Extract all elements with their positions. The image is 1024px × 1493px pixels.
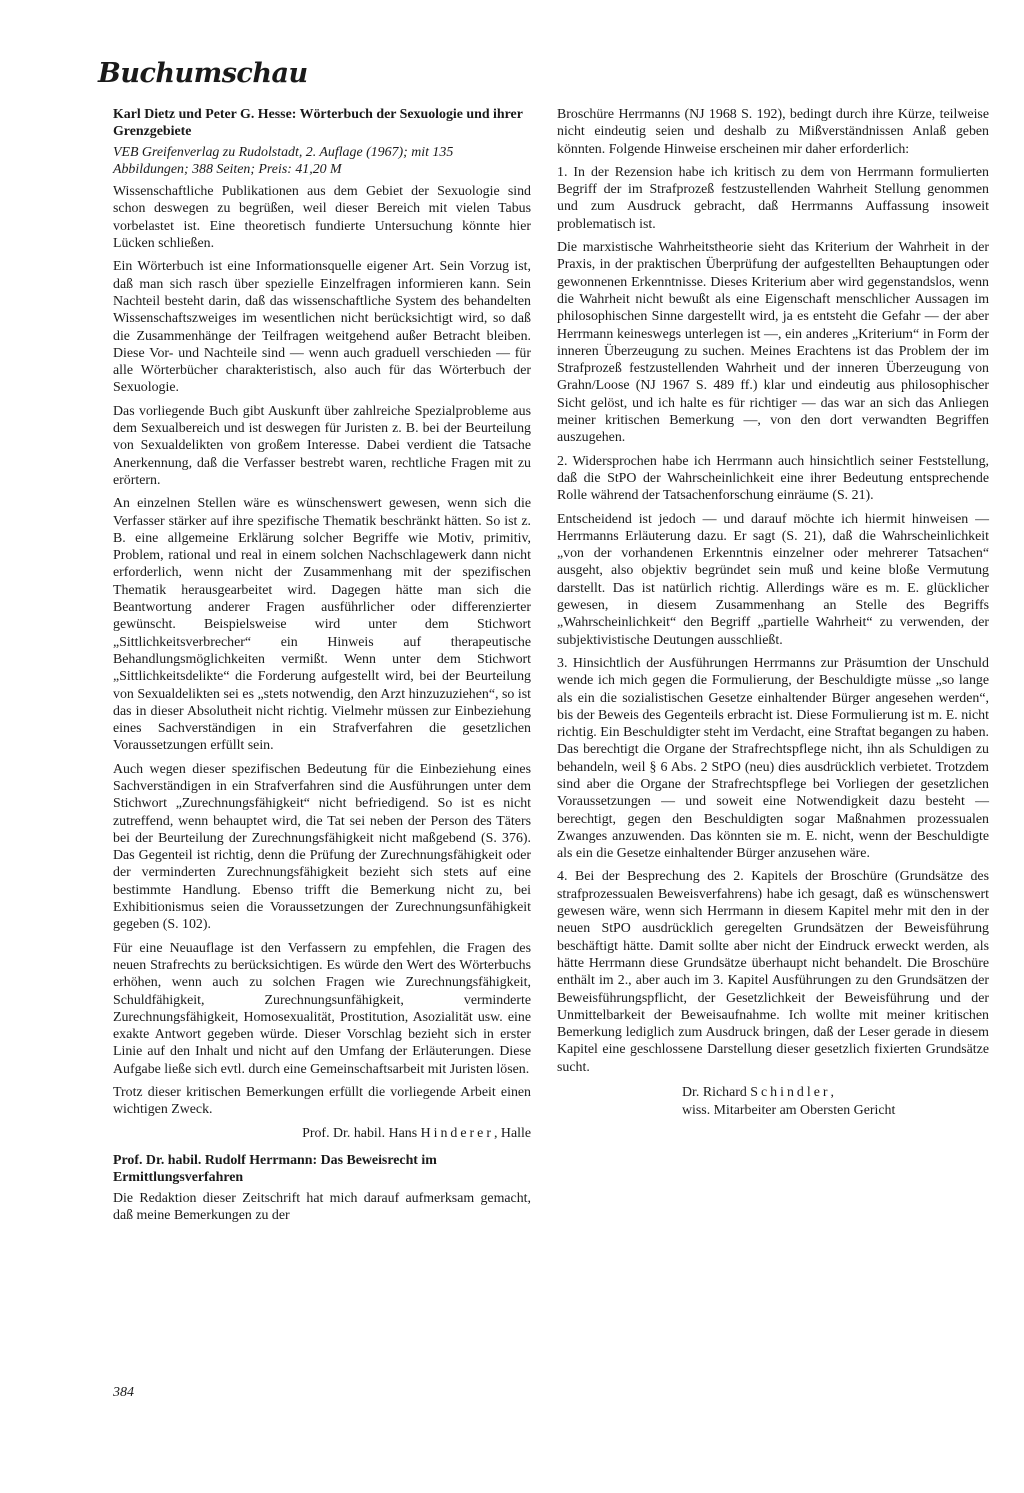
- signature-name: Schindler: [750, 1085, 831, 1101]
- signature-suffix: , Halle: [493, 1125, 531, 1141]
- paragraph: 1. In der Rezension habe ich kritisch zu dem von Herrmann formulierten Begriff der im Strafprozeß festzustellenden Wahrheit Stellung genommen und zum Ausdruck gebracht, daß Herrmanns Auffassung insoweit problematisch ist.: [557, 164, 989, 232]
- page-number: 384: [113, 1385, 134, 1400]
- signature-suffix: ,: [830, 1085, 835, 1101]
- paragraph: Die marxistische Wahrheitstheorie sieht das Kriterium der Wahrheit in der Praxis, in der praktischen Überprüfung der aufgestellten Behauptungen oder gewonnenen Erkenntnisse. Dieses Kriterium aber wird gegenstandslos, wenn die Wahrheit nicht bewußt als eine Eigenschaft menschlicher Aussagen im philosophischen Sinne dargestellt wird, ja es entsteht die Gefahr — der aber Herrmann keineswegs unterlegen ist —, ein anderes „Kriterium“ in Form der inneren Überzeugung zu suchen. Meines Erachtens ist das Problem der im Strafprozeß festzustellenden Wahrheit und der inneren Überzeugung von Grahn/Loose (NJ 1967 S. 489 ff.) klar und eindeutig aus philosophischer Sicht gelöst, und ich halte es für richtiger — das war an sich das Anliegen meiner kritischen Bemerkung —, von den dort verwandten Begriffen auszugehen.: [557, 240, 989, 446]
- paragraph: Das vorliegende Buch gibt Auskunft über zahlreiche Spezialprobleme aus dem Sexualbereich und ist deswegen für Juristen z. B. bei der Beurteilung von Sexualdelikten von großem Interesse. Dabei verdient die Tatsache Anerkennung, daß die Verfasser bestrebt waren, rechtliche Fragen mit zu erörtern.: [113, 403, 531, 488]
- signature-name: Hinderer: [420, 1125, 494, 1141]
- paragraph: Für eine Neuauflage ist den Verfassern zu empfehlen, die Fragen des neuen Strafrechts zu berücksichtigen. Es würde den Wert des Wörterbuchs erhöhen, wenn auch zu solchen Fragen wie Zurechnungsfähigkeit, Schuldfähigkeit, Zurechnungsunfähigkeit, verminderte Zurechnungsfähigkeit, Homosexualität, Prostitution, Asozialität usw. eine exakte Antwort gegeben würde. Dieser Vorschlag bezieht sich in erster Linie auf den Inhalt und nicht auf den Umfang der Erläuterungen. Diese Aufgabe ließe sich evtl. durch eine Gemeinschaftsarbeit mit Juristen lösen.: [113, 940, 531, 1077]
- signature-prefix: Prof. Dr. habil. Hans: [302, 1125, 421, 1141]
- signature-line: [682, 1084, 989, 1102]
- paragraph: Ein Wörterbuch ist eine Informationsquelle eigener Art. Sein Vorzug ist, daß man sich rasch über spezielle Einzelfragen informieren kann. Sein Nachteil besteht darin, daß das wissenschaftliche System des behandelten Wissenschaftszweiges im wesentlichen nicht berücksichtigt wird, so daß die Zusammenhänge der Teilfragen weitgehend außer Betracht bleiben. Diese Vor- und Nachteile sind — wenn auch graduell verschieden — für alle Wörterbücher charakteristisch, also auch für das Wörterbuch der Sexuologie.: [113, 259, 531, 396]
- reviewer-signature: [113, 1125, 531, 1142]
- author-signature: [682, 1084, 989, 1120]
- paragraph: Wissenschaftliche Publikationen aus dem Gebiet der Sexuologie sind schon deswegen zu begrüßen, weil dieser Bereich mit vielen Tabus vorbelastet ist. Eine theoretisch fundierte Untersuchung könnte hier Lücken schließen.: [113, 184, 531, 252]
- paragraph: Trotz dieser kritischen Bemerkungen erfüllt die vorliegende Arbeit einen wichtigen Zweck.: [113, 1085, 531, 1118]
- paragraph: Broschüre Herrmanns (NJ 1968 S. 192), bedingt durch ihre Kürze, teilweise nicht eindeutig seien und deshalb zu Mißverständnissen Anlaß geben könnten. Folgende Hinweise erscheinen mir daher erforderlich:: [557, 107, 989, 157]
- paragraph: 3. Hinsichtlich der Ausführungen Herrmanns zur Präsumtion der Unschuld wende ich mich gegen die Formulierung, der Beschuldigte müsse „so lange als ein die sozialistischen Gesetze einhaltender Bürger angesehen werden“, bis der Beweis des Gegenteils erbracht ist. Diese Formulierung ist m. E. nicht richtig. Ein Beschuldigter steht im Verdacht, eine Straftat begangen zu haben. Das berechtigt die Organe der Strafrechtspflege nicht, ihn als Schuldigen zu behandeln, weil § 6 Abs. 2 StPO (neu) dies ausdrücklich verbietet. Trotzdem sind aber die Organe der Strafrechtspflege bei Vorliegen der gesetzlichen Voraussetzungen — und soweit eine Notwendigkeit dazu besteht — berechtigt, gegen den Beschuldigten sogar Maßnahmen prozessualen Zwanges anzuwenden. Das könnten sie m. E. nicht, wenn der Beschuldigte als ein die Gesetze einhaltender Bürger anzusehen wäre.: [557, 655, 989, 862]
- review-heading: Prof. Dr. habil. Rudolf Herrmann: Das Beweisrecht im Ermittlungsverfahren: [113, 1152, 437, 1186]
- paragraph: An einzelnen Stellen wäre es wünschenswert gewesen, wenn sich die Verfasser stärker auf ihre spezifische Thematik beschränkt hätten. So ist z. B. eine allgemeine Erklärung solcher Begriffe wie Motiv, primitiv, Problem, rational und real in einem solchen Nachschlagewerk dann nicht erforderlich, wenn nicht der Zusammenhang mit der spezifischen Thematik herausgearbeitet wird. Dagegen hätte man sich die Beantwortung anderer Fragen ausführlicher oder differenzierter gewünscht. Beispielsweise wird unter dem Stichwort „Sittlichkeitsverbrecher“ ein Hinweis auf therapeutische Behandlungsmöglichkeiten vermißt. Wenn unter dem Stichwort „Sittlichkeitsdelikte“ die Forderung aufgestellt wird, bei der Beurteilung von Sexualdelikten sei es „stets notwendig, den Arzt hinzuzuziehen“, so ist das in dieser Absolutheit nicht richtig. Vielmehr müssen zur Einbeziehung eines Sachverständigen in ein Strafverfahren die gesetzlichen Voraussetzungen erfüllt sein.: [113, 496, 531, 754]
- paragraph: Auch wegen dieser spezifischen Bedeutung für die Einbeziehung eines Sachverständigen in ein Strafverfahren sind die Ausführungen unter dem Stichwort „Zurechnungsfähigkeit“ nicht befriedigend. So ist es nicht zutreffend, wenn behauptet wird, die Tat sei neben der Person des Täters bei der Beurteilung der Zurechnungsfähigkeit nicht maßgebend (S. 376). Das Gegenteil ist richtig, denn die Prüfung der Zurechnungsfähigkeit oder der verminderten Zurechnungsfähigkeit bezieht sich stets auf eine bestimmte Handlung. Ebenso trifft die Bemerkung nicht zu, bei Exhibitionismus seien die Voraussetzungen der Zurechnungsunfähigkeit gegeben (S. 102).: [113, 761, 531, 933]
- paragraph: Entscheidend ist jedoch — und darauf möchte ich hiermit hinweisen — Herrmanns Erläuterung dazu. Er sagt (S. 21), daß die Wahrscheinlichkeit „von der vorhandenen Erkenntnis einzelner oder mehrerer Tatsachen“ ausgeht, also objektiv begründet sein muß und keine bloße Vermutung darstellt. Das ist natürlich richtig. Allerdings wäre es m. E. glücklicher gewesen, in diesem Zusammenhang an Stelle des Begriffs „Wahrscheinlichkeit“ den Begriff „partielle Wahrheit“ zu verwenden, der subjektivistische Deutungen ausschließt.: [557, 511, 989, 648]
- section-title: Buchumschau: [98, 58, 308, 89]
- signature-role: wiss. Mitarbeiter am Obersten Gericht: [682, 1103, 896, 1119]
- review-imprint: VEB Greifenverlag zu Rudolstadt, 2. Auflage (1967); mit 135 Abbildungen; 388 Seiten; Preis: 41,20 M: [113, 144, 454, 177]
- signature-prefix: Dr. Richard: [682, 1085, 751, 1101]
- paragraph: 4. Bei der Besprechung des 2. Kapitels der Broschüre (Grundsätze des strafprozessualen Beweisverfahrens) habe ich gesagt, daß es wünschenswert gewesen wäre, wenn sich Herrmann in diesem Kapitel mehr mit den in der neuen StPO ausdrücklich geregelten Grundsätzen der Beweisführung beschäftigt hätte. Damit sollte aber nicht der Eindruck erweckt werden, als hätte Herrmann diese Grundsätze überhaupt nicht behandelt. Die Broschüre enthält im 2., aber auch im 3. Kapitel Ausführungen zu den Grundsätzen der Beweisführungspflicht, der Gesetzlichkeit der Beweisführung und der Unmittelbarkeit der Beweisaufnahme. Ich wollte mit meiner kritischen Bemerkung lediglich zum Ausdruck bringen, daß der Leser gerade in diesem Kapitel eine geschlossene Darstellung dieser gesetzlich fixierten Grundsätze sucht.: [557, 869, 989, 1075]
- paragraph: Die Redaktion dieser Zeitschrift hat mich darauf aufmerksam gemacht, daß meine Bemerkungen zu der: [113, 1190, 531, 1223]
- left-column: [113, 106, 531, 1230]
- right-column: [557, 106, 989, 1120]
- paragraph: 2. Widersprochen habe ich Herrmann auch hinsichtlich seiner Feststellung, daß die StPO der Wahrscheinlichkeit eine ihrer Bedeutung entsprechende Rolle während der Tatsachenforschung einräume (S. 21).: [557, 453, 989, 504]
- review-heading: Karl Dietz und Peter G. Hesse: Wörterbuch der Sexuologie und ihrer Grenzgebiete: [113, 107, 523, 140]
